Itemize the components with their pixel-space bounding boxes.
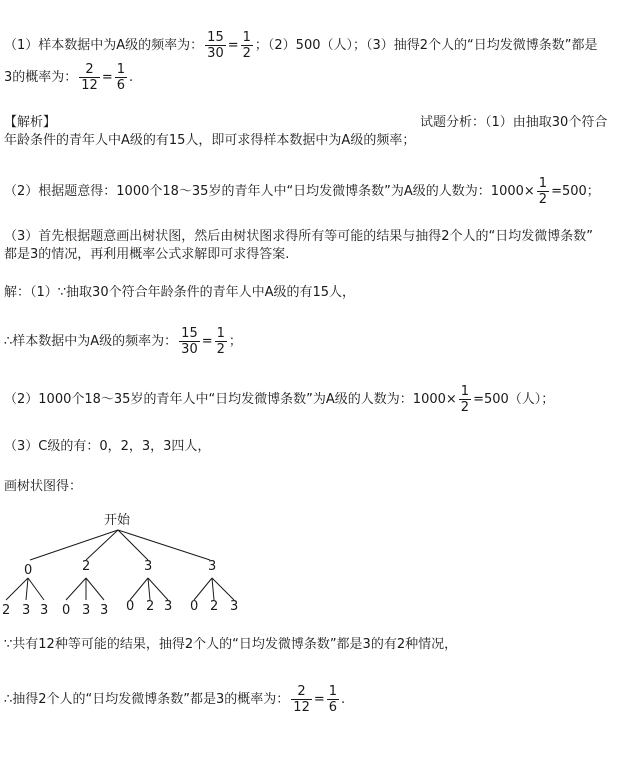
tree-level1-node: 3 [208,559,217,574]
solution-step-2-text: ∴样本数据中为A级的频率为： [4,334,178,349]
solution-step-5: 画树状图得： [4,479,83,494]
analysis-intro: 试题分析：（1）由抽取30个符合 [420,115,608,130]
tree-level2-node: 2 [146,599,155,614]
fraction-1-6: $\frac{1}{6}$ [328,684,338,715]
answer-part2-prefix: 3的概率为： [4,70,78,85]
solution-step-7-text: ∴抽得2个人的“日均发微博条数”都是3的概率为： [4,692,290,707]
tree-root-label: 开始 [104,513,131,528]
analysis-part3-line2: 都是3的情况，再利用概率公式求解即可求得答案. [4,247,290,262]
solution-step-3-text: （2）1000个18～35岁的青年人中“日均发微博条数”为A级的人数为：1000× [4,392,457,407]
tree-level2-node: 0 [190,599,199,614]
analysis-part2-result: =500； [551,184,600,199]
solution-step-7 [4,684,345,715]
tree-level2-node: 2 [210,599,219,614]
answer-part1-mid: ；（2）500（人）；（3）抽得2个人的“日均发微博条数”都是 [254,38,598,53]
fraction-15-30: $\frac{15}{30}$ [207,30,224,61]
period: . [341,692,346,707]
equals-sign: = [101,70,113,85]
answer-line-1 [4,30,598,61]
tree-level2-node: 0 [62,603,71,618]
solution-step-3 [4,384,554,415]
tree-level2-node: 0 [126,599,135,614]
tree-level1-node: 2 [82,559,91,574]
fraction-1-2: $\frac{1}{2}$ [242,30,251,61]
tree-level2-node: 2 [2,603,11,618]
solution-step-6: ∵共有12种等可能的结果，抽得2个人的“日均发微博条数”都是3的有2种情况， [4,637,458,652]
fraction-15-30: $\frac{15}{30}$ [181,326,198,357]
semicolon: ； [228,334,242,349]
tree-level1-node: 0 [24,563,33,578]
probability-tree-diagram [0,508,260,620]
tree-level2-node: 3 [82,603,91,618]
tree-level2-node: 3 [100,603,109,618]
equals-sign: = [313,692,325,707]
answer-line-2 [4,62,133,93]
solution-step-2 [4,326,242,357]
analysis-part3-line1: （3）首先根据题意画出树状图，然后由树状图求得所有等可能的结果与抽得2个人的“日均发微博条数” [4,229,594,244]
tree-edges [6,530,234,600]
analysis-intro-2: 年龄条件的青年人中A级的有15人，即可求得样本数据中为A级的频率； [4,133,416,148]
equals-sign: = [201,334,213,349]
tree-level2-node: 3 [164,599,173,614]
tree-level1-node: 3 [144,559,153,574]
analysis-head: 【解析】 [4,115,57,130]
tree-level2-node: 3 [22,603,31,618]
analysis-part2 [4,176,600,207]
tree-level2-node: 3 [40,603,49,618]
equals-sign: = [227,38,239,53]
fraction-1-2: $\frac{1}{2}$ [216,326,225,357]
fraction-1-2: $\frac{1}{2}$ [538,176,548,207]
solution-step-1: 解：（1）∵抽取30个符合年龄条件的青年人中A级的有15人， [4,285,356,300]
fraction-1-2: $\frac{1}{2}$ [460,384,470,415]
tree-level2-node: 3 [230,599,239,614]
fraction-1-6: $\frac{1}{6}$ [116,62,126,93]
fraction-2-12: $\frac{2}{12}$ [293,684,310,715]
fraction-2-12: $\frac{2}{12}$ [81,62,98,93]
analysis-part2-text: （2）根据题意得：1000个18～35岁的青年人中“日均发微博条数”为A级的人数为：1000× [4,184,535,199]
answer-end: . [129,70,134,85]
solution-step-4: （3）C级的有：0，2，3，3四人， [4,439,211,454]
solution-step-3-result: =500（人）； [473,392,555,407]
answer-part1-prefix: （1）样本数据中为A级的频率为： [4,38,204,53]
